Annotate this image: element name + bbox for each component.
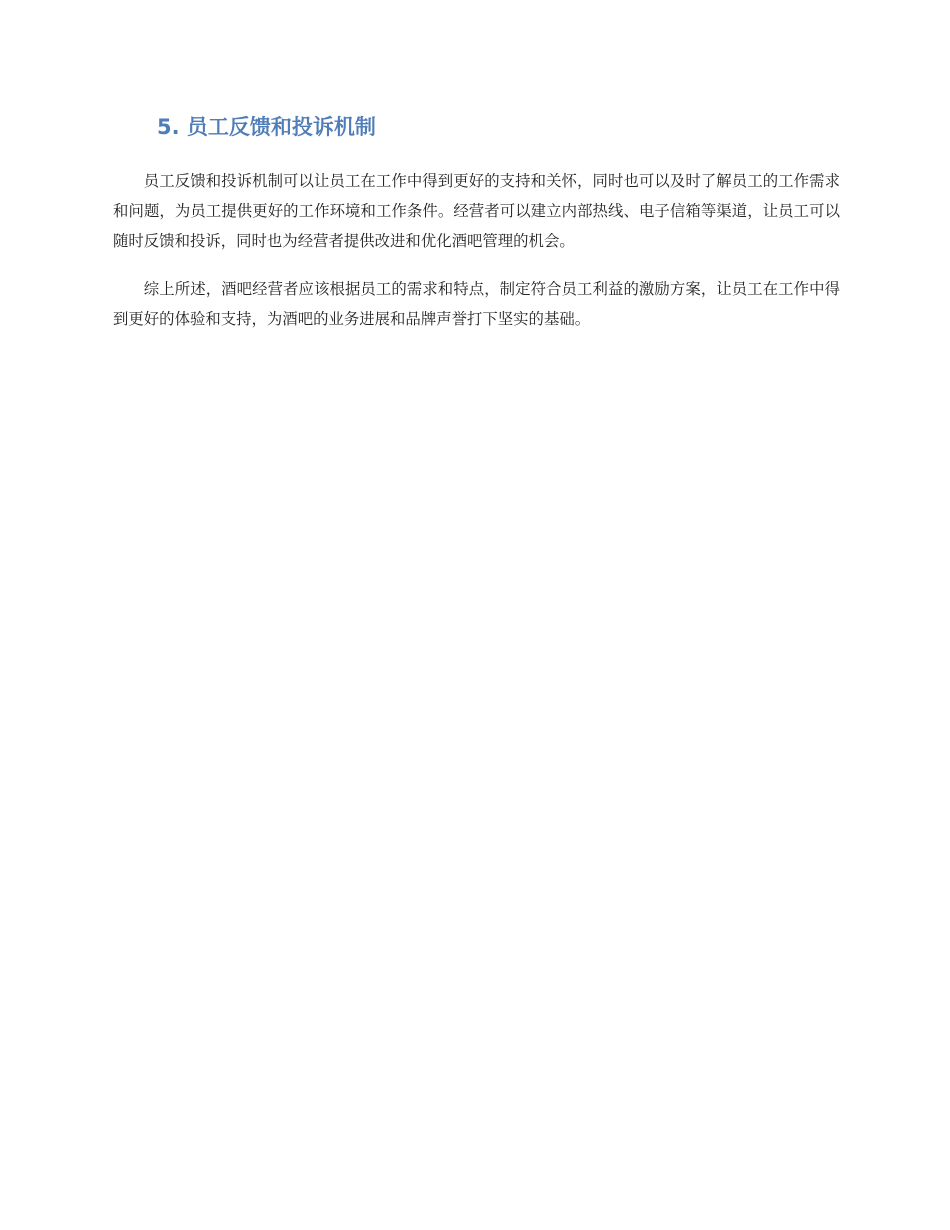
document-content [113,110,840,352]
section-heading: 5. 员工反馈和投诉机制 [157,115,376,139]
body-paragraph-feedback-mechanism: 员工反馈和投诉机制可以让员工在工作中得到更好的支持和关怀，同时也可以及时了解员工的工作需求和问题，为员工提供更好的工作环境和工作条件。经营者可以建立内部热线、电子信箱等渠道，让员工可以随时反馈和投诉，同时也为经营者提供改进和优化酒吧管理的机会。 [113,172,840,250]
body-paragraph-conclusion: 综上所述，酒吧经营者应该根据员工的需求和特点，制定符合员工利益的激励方案，让员工在工作中得到更好的体验和支持，为酒吧的业务进展和品牌声誉打下坚实的基础。 [113,280,840,328]
